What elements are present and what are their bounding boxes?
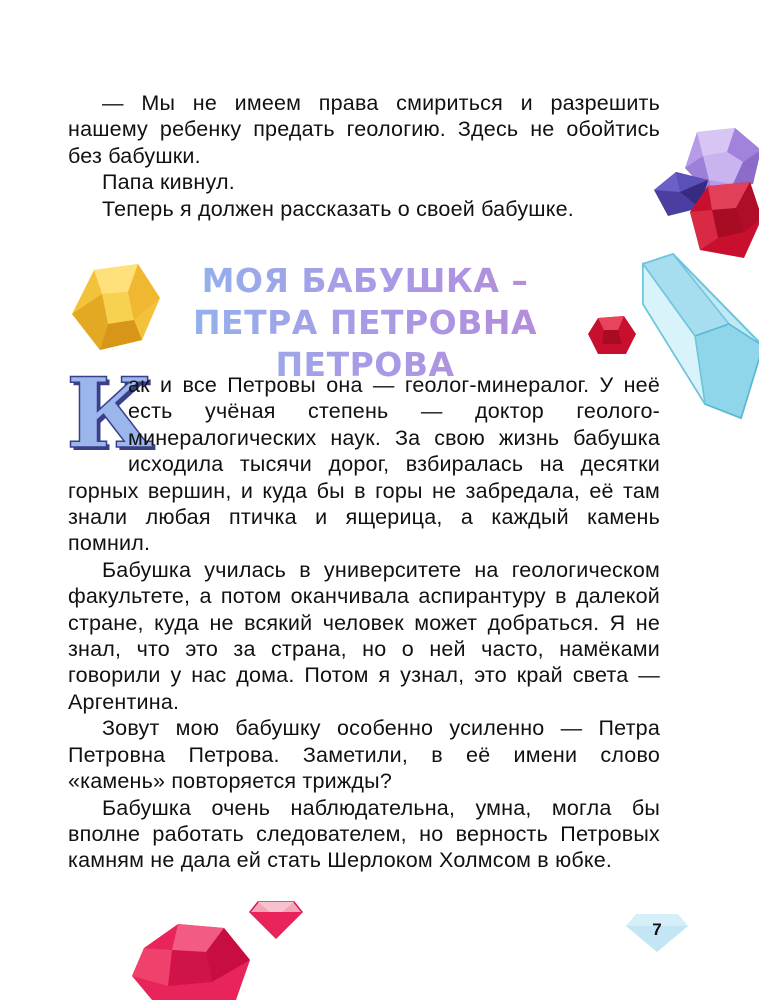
body-paragraph: Зовут мою бабушку особенно усиленно — Петра Петровна Петрова. Заметили, в её имени слово «камень» повторяется трижды? (68, 716, 660, 794)
body-paragraph: Бабушка очень наблюдательна, умна, могла бы вполне работать следователем, но верность Петровых камням не дала ей стать Шерлоком Холмсом в юбке. (68, 795, 660, 873)
intro-text (68, 90, 660, 222)
chapter-heading-line-1: МОЯ БАБУШКА – (201, 261, 529, 300)
main-text (66, 357, 660, 874)
page-number-gem-badge (626, 912, 688, 952)
body-paragraph: Бабушка училась в университете на геологическом факультете, а потом оканчивала аспирантуру в далекой стране, куда не всякий человек может добраться. Я не знал, что это за страна, но о ней часто, намёками говорили у нас дома. Потом я узнал, это край света — Аргентина. (68, 557, 660, 714)
first-paragraph-text: ак и все Петровы она — геолог-минералог. У неё есть учёная степень — доктор геолого-минералогических наук. За свою жизнь бабушка исходила тысячи дорог, взбиралась на десятки горных вершин, и куда бы в горы не забредала, её там знали любая птичка и ящерица, а каждый камень помнил. (68, 373, 660, 556)
chapter-heading-line-2: ПЕТРА ПЕТРОВНА ПЕТРОВА (192, 303, 538, 384)
chapter-heading (150, 260, 580, 386)
pink-stone-icon (132, 920, 250, 1000)
pink-diamond-icon (250, 902, 302, 938)
page-number: 7 (652, 920, 662, 939)
intro-paragraph: Теперь я должен рассказать о своей бабушке. (102, 196, 574, 221)
intro-paragraph: — Мы не имеем права смириться и разрешить нашему ребенку предать геологию. Здесь не обойтись без бабушки. (68, 91, 660, 168)
cyan-crystal-icon (643, 254, 759, 418)
red-gem-top-icon (690, 182, 759, 260)
drop-cap-letter: К (66, 357, 154, 470)
yellow-gem-icon (72, 264, 160, 350)
first-paragraph (66, 357, 660, 557)
small-red-gem-icon (588, 316, 636, 356)
intro-paragraph: Папа кивнул. (102, 170, 235, 195)
